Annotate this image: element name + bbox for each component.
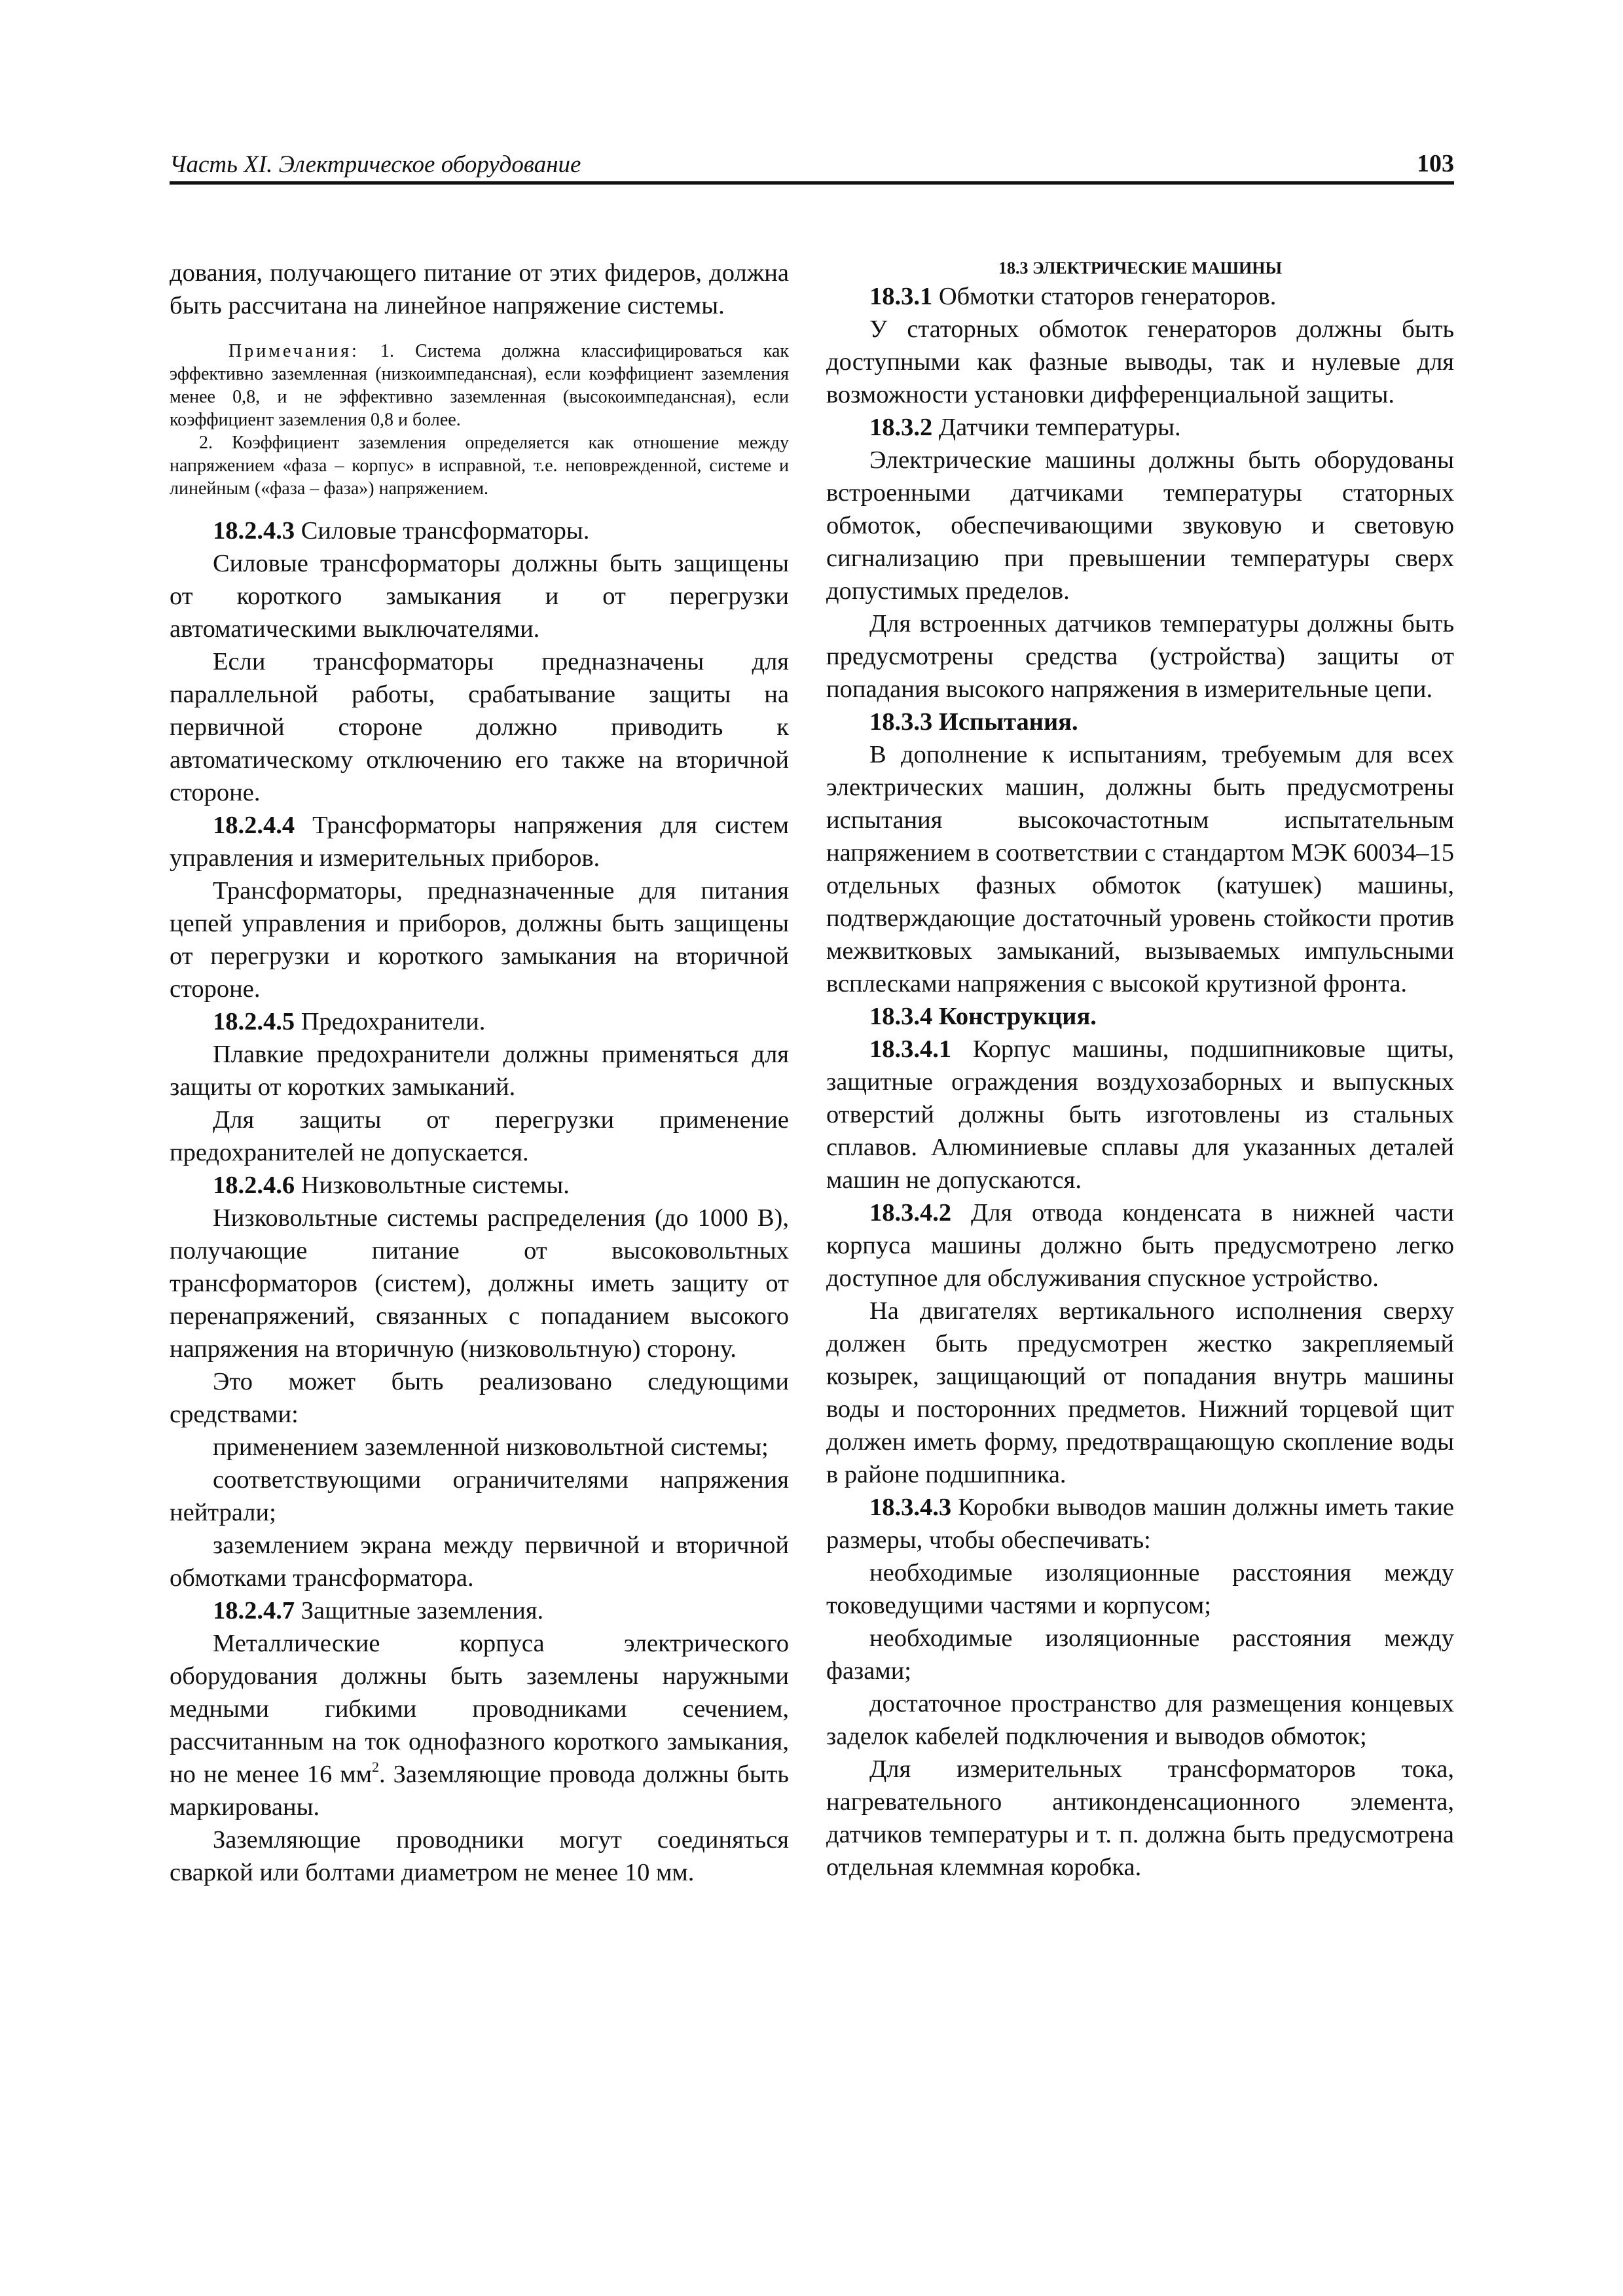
paragraph: Заземляющие проводники могут соединяться сваркой или болтами диаметром не менее 10 мм. bbox=[170, 1826, 789, 1886]
paragraph-text: . Заземляющие провода должны быть маркированы. bbox=[170, 1761, 789, 1821]
superscript: 2 bbox=[372, 1759, 380, 1775]
running-header bbox=[170, 145, 1454, 182]
section-heading bbox=[170, 1005, 789, 1038]
section-number: 18.3.4.2 bbox=[869, 1199, 952, 1227]
paragraph bbox=[826, 1196, 1454, 1295]
section-heading bbox=[170, 1594, 789, 1627]
list-item: применением заземленной низковольтной системы; bbox=[213, 1433, 769, 1461]
section-heading bbox=[826, 411, 1454, 444]
chapter-section-title: 18.3 ЭЛЕКТРИЧЕСКИЕ МАШИНЫ bbox=[998, 259, 1282, 278]
paragraph: Плавкие предохранители должны применяться для защиты от коротких замыканий. bbox=[170, 1041, 789, 1101]
paragraph: На двигателях вертикального исполнения сверху должен быть предусмотрен жестко закрепляемый козырек, защищающий от попадания внутрь машины воды и посторонних предметов. Нижний торцевой щит должен иметь форму, предотвращающую скопление воды в районе подшипника. bbox=[826, 1297, 1454, 1488]
section-number: 18.2.4.7 bbox=[213, 1597, 295, 1624]
notes bbox=[170, 340, 789, 500]
chapter-title: Часть XI. Электрическое оборудование bbox=[170, 151, 581, 178]
section-number: 18.2.4.6 bbox=[213, 1172, 295, 1199]
section-number: 18.3.4 bbox=[869, 1003, 933, 1030]
paragraph: дования, получающего питание от этих фидеров, должна быть рассчитана на линейное напряжение системы. bbox=[170, 259, 789, 319]
paragraph: У статорных обмоток генераторов должны быть доступными как фазные выводы, так и нулевые для возможности установки дифференциальной защиты. bbox=[826, 315, 1454, 408]
paragraph-text: Для отвода конденсата в нижней части корпуса машины должно быть предусмотрено легко доступное для обслуживания спускное устройство. bbox=[826, 1199, 1454, 1292]
note-label: Примечания: bbox=[228, 341, 359, 361]
paragraph: Если трансформаторы предназначены для параллельной работы, срабатывание защиты на первичной стороне должно приводить к автоматическому отключению его также на вторичной стороне. bbox=[170, 648, 789, 806]
paragraph bbox=[826, 1491, 1454, 1556]
section-title: Низковольтные системы. bbox=[301, 1172, 570, 1199]
section-heading bbox=[826, 280, 1454, 313]
section-heading bbox=[170, 809, 789, 874]
section-heading bbox=[170, 1169, 789, 1202]
section-number: 18.3.1 bbox=[869, 283, 933, 310]
section-title: Конструкция. bbox=[938, 1003, 1097, 1030]
paragraph: Трансформаторы, предназначенные для питания цепей управления и приборов, должны быть защищены от перегрузки и короткого замыкания на вторичной стороне. bbox=[170, 877, 789, 1003]
section-number: 18.2.4.4 bbox=[213, 812, 295, 839]
section-title: Обмотки статоров генераторов. bbox=[938, 283, 1277, 310]
paragraph: Электрические машины должны быть оборудованы встроенными датчиками температуры статорных обмоток, обеспечивающими звуковую и световую сигнализацию при превышении температуры сверх допустимых пределов. bbox=[826, 446, 1454, 605]
list-item: достаточное пространство для размещения концевых заделок кабелей подключения и выводов обмоток; bbox=[826, 1690, 1454, 1750]
section-title: Датчики температуры. bbox=[938, 414, 1181, 441]
paragraph-text: Корпус машины, подшипниковые щиты, защитные ограждения воздухозаборных и выпускных отверстий должны быть изготовлены из стальных сплавов. Алюминиевые сплавы для указанных деталей машин не допускаются. bbox=[826, 1035, 1454, 1194]
section-number: 18.2.4.5 bbox=[213, 1008, 295, 1035]
right-column bbox=[826, 257, 1454, 1884]
left-column bbox=[170, 257, 789, 1889]
note-1-text: 1. Система должна классифицироваться как эффективно заземленная (низкоимпедансная), если коэффициент заземления менее 0,8, и не эффективно заземленная (высокоимпедансная), если коэффициент заземления 0,8 и более. bbox=[170, 341, 789, 430]
paragraph-text: Металлические корпуса электрического оборудования должны быть заземлены наружными медными гибкими проводниками сечением, рассчитанным на ток однофазного короткого замыкания, но не менее 16 мм bbox=[170, 1630, 789, 1788]
page-number: 103 bbox=[1417, 150, 1454, 177]
paragraph: В дополнение к испытаниям, требуемым для всех электрических машин, должны быть предусмотрены испытания высокочастотным испытательным напряжением в соответствии с стандартом МЭК 60034–15 отдельных фазных обмоток (катушек) машины, подтверждающие достаточный уровень стойкости против межвитковых замыканий, вызываемых импульсными всплесками напряжения с высокой крутизной фронта. bbox=[826, 741, 1454, 997]
paragraph: Силовые трансформаторы должны быть защищены от короткого замыкания и от перегрузки автоматическими выключателями. bbox=[170, 550, 789, 643]
section-title: Силовые трансформаторы. bbox=[301, 517, 590, 545]
list-item: соответствующими ограничителями напряжения нейтрали; bbox=[170, 1466, 789, 1526]
section-number: 18.3.4.3 bbox=[869, 1494, 952, 1521]
list-item: заземлением экрана между первичной и вторичной обмотками трансформатора. bbox=[170, 1532, 789, 1592]
header-rule bbox=[170, 181, 1454, 185]
paragraph: Низковольтные системы распределения (до 1000 В), получающие питание от высоковольтных трансформаторов (систем), должны иметь защиту от перенапряжений, связанных с попаданием высокого напряжения на вторичную (низковольтную) сторону. bbox=[170, 1204, 789, 1363]
paragraph bbox=[826, 1033, 1454, 1196]
section-title: Испытания. bbox=[938, 708, 1078, 736]
list-item: необходимые изоляционные расстояния между фазами; bbox=[826, 1624, 1454, 1685]
section-title: Трансформаторы напряжения для систем управления и измерительных приборов. bbox=[170, 812, 789, 872]
paragraph: Для измерительных трансформаторов тока, нагревательного антиконденсационного элемента, датчиков температуры и т. п. должна быть предусмотрена отдельная клеммная коробка. bbox=[826, 1755, 1454, 1881]
section-heading bbox=[826, 706, 1454, 738]
section-number: 18.3.2 bbox=[869, 414, 933, 441]
paragraph bbox=[170, 1627, 789, 1823]
paragraph: Для встроенных датчиков температуры должны быть предусмотрены средства (устройства) защиты от попадания высокого напряжения в измерительные цепи. bbox=[826, 610, 1454, 703]
section-heading bbox=[170, 514, 789, 547]
section-title: Предохранители. bbox=[301, 1008, 486, 1035]
section-number: 18.3.3 bbox=[869, 708, 933, 736]
paragraph-text: Коробки выводов машин должны иметь такие размеры, чтобы обеспечивать: bbox=[826, 1494, 1454, 1554]
paragraph: Для защиты от перегрузки применение предохранителей не допускается. bbox=[170, 1106, 789, 1166]
section-title: Защитные заземления. bbox=[301, 1597, 544, 1624]
paragraph: Это может быть реализовано следующими средствами: bbox=[170, 1368, 789, 1428]
section-number: 18.3.4.1 bbox=[869, 1035, 952, 1063]
list-item: необходимые изоляционные расстояния между токоведущими частями и корпусом; bbox=[826, 1559, 1454, 1619]
section-number: 18.2.4.3 bbox=[213, 517, 295, 545]
note-1 bbox=[170, 340, 789, 431]
section-heading bbox=[826, 1000, 1454, 1033]
note-2: 2. Коэффициент заземления определяется как отношение между напряжением «фаза – корпус» в исправной, т.е. неповрежденной, системе и линейным («фаза – фаза») напряжением. bbox=[170, 433, 789, 499]
